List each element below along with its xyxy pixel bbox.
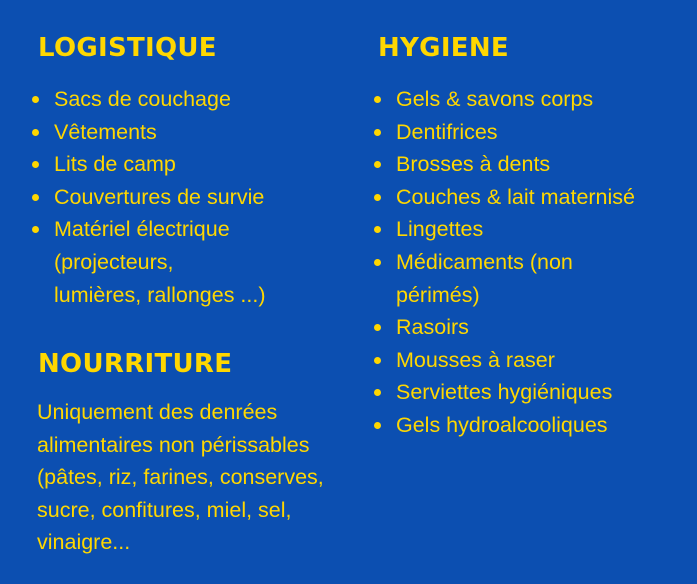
list-item-text: Brosses à dents: [396, 152, 551, 177]
list-item-text: Couches & lait maternisé: [396, 184, 635, 209]
list-item: [372, 181, 635, 214]
list-item: [30, 213, 266, 311]
list-item-text: Gels & savons corps: [396, 87, 594, 111]
list-item-text: périmés): [396, 282, 480, 307]
list-item: [30, 181, 266, 214]
list-item: [30, 83, 266, 116]
list-item-text: Dentifrices: [396, 119, 498, 144]
hygiene-list: [372, 83, 635, 442]
list-item: [372, 116, 635, 149]
list-item: [372, 83, 635, 116]
description-line: (pâtes, riz, farines, conserves,: [37, 465, 324, 490]
list-item-text: Sacs de couchage: [54, 87, 231, 111]
list-item: [372, 148, 635, 181]
nourriture-description: [37, 396, 324, 559]
list-item: [372, 344, 635, 377]
list-item-text: Rasoirs: [396, 315, 469, 340]
logistique-heading: LOGISTIQUE: [38, 33, 217, 63]
list-item: [372, 376, 635, 409]
nourriture-heading: NOURRITURE: [38, 349, 233, 379]
description-line: vinaigre...: [37, 530, 131, 555]
list-item-text: (projecteurs,: [54, 249, 174, 274]
list-item-text: Médicaments (non: [396, 249, 573, 274]
list-item-text: Lits de camp: [54, 152, 176, 177]
list-item: [30, 116, 266, 149]
list-item: [372, 246, 635, 311]
list-item-text: Serviettes hygiéniques: [396, 380, 613, 405]
list-item: [372, 213, 635, 246]
logistique-list: [30, 83, 266, 311]
description-line: sucre, confitures, miel, sel,: [37, 497, 292, 522]
list-item-text: Couvertures de survie: [54, 184, 265, 209]
list-item: [372, 409, 635, 442]
hygiene-heading: HYGIENE: [378, 33, 509, 63]
list-item-text: Gels hydroalcooliques: [396, 412, 608, 437]
list-item-text: lumières, rallonges ...): [54, 282, 266, 307]
list-item-text: Mousses à raser: [396, 347, 555, 372]
list-item: [30, 148, 266, 181]
list-item-text: Lingettes: [396, 217, 484, 242]
list-item-text: Vêtements: [54, 119, 157, 144]
list-item-text: Matériel électrique: [54, 217, 230, 242]
list-item: [372, 311, 635, 344]
description-line: Uniquement des denrées: [37, 400, 278, 424]
description-line: alimentaires non périssables: [37, 432, 310, 457]
